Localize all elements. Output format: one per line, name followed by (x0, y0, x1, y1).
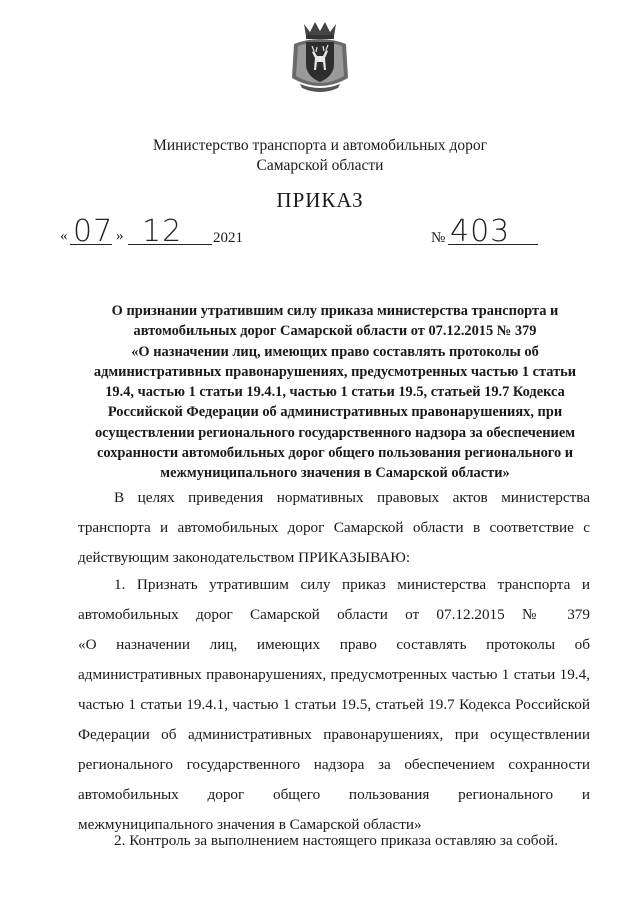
paragraph-line: автомобильных дорог Самарской области от 07.12.2015 № 379 (78, 606, 590, 623)
subject-line: осуществлении регионального государственного надзора за обеспечением (94, 424, 576, 441)
subject-line: межмуниципального значения в Самарской области» (160, 465, 510, 482)
date-number-row (60, 214, 600, 252)
order-subject (80, 301, 590, 484)
number-underline (448, 244, 538, 245)
order-number: 403 (450, 214, 511, 249)
paragraph-line: межмуниципального значения в Самарской области» (78, 816, 422, 833)
paragraph-line: В целях приведения нормативных правовых актов министерства (114, 489, 590, 506)
subject-line: 19.4, частью 1 статьи 19.4.1, частью 1 статьи 19.5, статьей 19.7 Кодекса (105, 384, 565, 401)
date-close-quote: » (116, 228, 124, 244)
order-title: ПРИКАЗ (276, 188, 364, 212)
order-number-label: № (431, 230, 446, 246)
paragraph-line: частью 1 статьи 19.4.1, частью 1 статьи 19.5, статьей 19.7 Кодекса Российской (78, 696, 590, 713)
preamble-paragraph (78, 483, 590, 573)
date-month: 12 (142, 214, 183, 249)
paragraph-line: автомобильных дорог общего пользования регионального и (78, 786, 590, 803)
subject-line: административных правонарушениях, предусмотренных частью 1 статьи (93, 363, 577, 380)
coat-of-arms-emblem (290, 18, 350, 96)
subject-line: О признании утратившим силу приказа министерства транспорта и (111, 303, 559, 319)
month-underline (128, 244, 212, 245)
paragraph-line: транспорта и автомобильных дорог Самарской области в соответствие с (78, 519, 590, 536)
paragraph-line: Федерации об административных правонарушениях, при осуществлении (78, 726, 590, 743)
subject-line: автомобильных дорог Самарской области от 07.12.2015 № 379 (133, 323, 537, 340)
item-2-paragraph (78, 826, 590, 856)
paragraph-line: 2. Контроль за выполнением настоящего приказа оставляю за собой. (114, 832, 559, 849)
ministry-line-1: Министерство транспорта и автомобильных дорог (153, 137, 487, 154)
date-day: 07 (73, 214, 114, 249)
subject-line: сохранности автомобильных дорог общего пользования регионального и (96, 445, 574, 462)
ministry-line-2: Самарской области (256, 157, 384, 174)
date-year: 2021 (213, 230, 243, 246)
paragraph-line: 1. Признать утратившим силу приказ министерства транспорта и (114, 576, 590, 593)
item-1-paragraph (78, 570, 590, 840)
paragraph-line: регионального государственного надзора за обеспечением сохранности (78, 756, 590, 773)
paragraph-line: «О назначении лиц, имеющих право составлять протоколы об (78, 636, 590, 653)
paragraph-line: действующим законодательством ПРИКАЗЫВАЮ: (78, 549, 411, 566)
ministry-name (0, 136, 640, 176)
date-open-quote: « (60, 228, 68, 244)
day-underline (70, 244, 112, 245)
paragraph-line: административных правонарушениях, предусмотренных частью 1 статьи 19.4, (78, 666, 590, 683)
subject-line: «О назначении лиц, имеющих право составлять протоколы об (131, 343, 539, 360)
subject-line: Российской Федерации об административных правонарушениях, при (107, 404, 563, 421)
